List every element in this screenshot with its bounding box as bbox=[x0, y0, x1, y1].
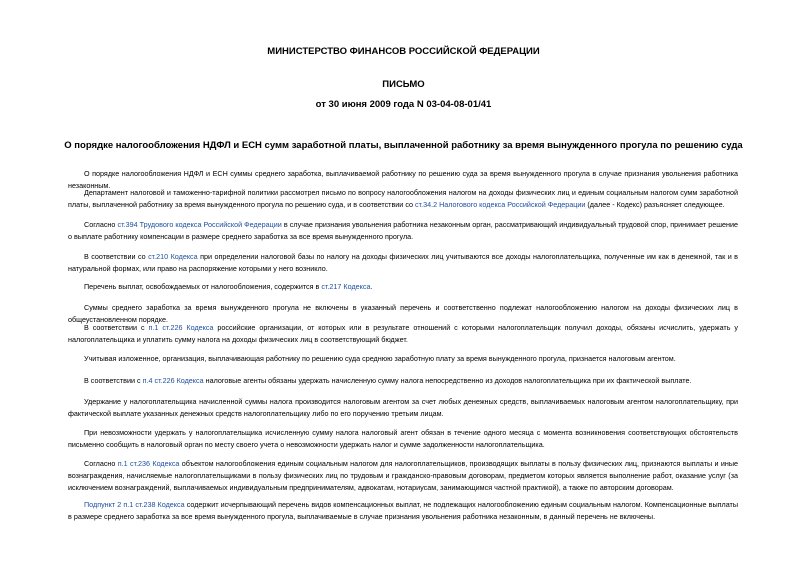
link-p4-st226[interactable]: п.4 ст.226 Кодекса bbox=[142, 376, 204, 385]
ministry-heading: МИНИСТЕРСТВО ФИНАНСОВ РОССИЙСКОЙ ФЕДЕРАЦИИ bbox=[267, 46, 540, 57]
paragraph-13: Подпункт 2 п.1 ст.238 Кодекса содержит исчерпывающий перечень видов компенсационных выплат, не подлежащих налогообложению единым социальным налогом. Компенсационные выплаты в размере среднего заработка за все время вынужденного прогула, выплачиваемые в случае признания увольнения работника незаконным, в данный перечень не включены. bbox=[68, 500, 738, 521]
paragraph-8: Учитывая изложенное, организация, выплачивающая работнику по решению суда среднюю заработную плату за время вынужденного прогула, признается налоговым агентом. bbox=[84, 354, 676, 363]
document-date-number: от 30 июня 2009 года N 03-04-08-01/41 bbox=[315, 99, 492, 110]
paragraph-4: В соответствии со ст.210 Кодекса при определении налоговой базы по налогу на доходы физических лиц учитываются все доходы налогоплательщика, полученные им как в денежной, так и в натуральной формах, или право на распоряжение которыми у него возникло. bbox=[68, 252, 739, 273]
document-title: О порядке налогообложения НДФЛ и ЕСН сумм заработной платы, выплаченной работнику за время вынужденного прогула по решению суда bbox=[64, 140, 743, 151]
link-nk-st34-2[interactable]: ст.34.2 Налогового кодекса Российской Федерации bbox=[415, 200, 586, 209]
link-st217[interactable]: ст.217 Кодекса bbox=[321, 282, 371, 291]
paragraph-6: Суммы среднего заработка за время вынужденного прогула не включены в указанный перечень и соответственно подлежат налогообложению налогом на доходы физических лиц в общеустановленном порядке. bbox=[68, 303, 738, 324]
paragraph-11: При невозможности удержать у налогоплательщика исчисленную сумму налога налоговый агент обязан в течение одного месяца с момента возникновения соответствующих обстоятельств письменно сообщить в налоговый орган по месту своего учета о невозможности удержать налог и сумме задолженности налогоплательщика. bbox=[68, 428, 738, 449]
link-st210[interactable]: ст.210 Кодекса bbox=[148, 252, 198, 261]
paragraph-2: Департамент налоговой и таможенно-тарифной политики рассмотрел письмо по вопросу налогообложения налогом на доходы физических лиц и единым социальным налогом сумм заработной платы, выплаченной работнику за время вынужденного прогула по решению суда, и в соответствии со ст.34.2 Налогового кодекса Российской Федерации (далее - Кодекс) разъясняет следующее. bbox=[68, 188, 738, 209]
paragraph-3: Согласно ст.394 Трудового кодекса Российской Федерации в случае признания увольнения работника незаконным орган, рассматривающий индивидуальный трудовой спор, принимает решение о выплате работнику компенсации в размере среднего заработка за все время вынужденного прогула. bbox=[68, 220, 738, 241]
paragraph-10: Удержание у налогоплательщика начисленной суммы налога производится налоговым агентом за счет любых денежных средств, выплачиваемых налоговым агентом налогоплательщику, при фактической выплате указанных денежных средств налогоплательщику либо по его поручению третьим лицам. bbox=[68, 397, 738, 418]
paragraph-1: О порядке налогообложения НДФЛ и ЕСН суммы среднего заработка, выплачиваемой работнику по решению суда за время вынужденного прогула в случае признания увольнения работника незаконным. bbox=[68, 169, 738, 190]
paragraph-5: Перечень выплат, освобождаемых от налогообложения, содержится в ст.217 Кодекса. bbox=[84, 282, 373, 291]
link-pp2-p1-st238[interactable]: Подпункт 2 п.1 ст.238 Кодекса bbox=[84, 500, 185, 509]
document-type: ПИСЬМО bbox=[382, 79, 425, 90]
link-p1-st236[interactable]: п.1 ст.236 Кодекса bbox=[117, 459, 180, 468]
link-p1-st226[interactable]: п.1 ст.226 Кодекса bbox=[148, 323, 214, 332]
paragraph-9: В соответствии с п.4 ст.226 Кодекса налоговые агенты обязаны удержать начисленную сумму налога непосредственно из доходов налогоплательщика при их фактической выплате. bbox=[84, 376, 692, 385]
link-tk-st394[interactable]: ст.394 Трудового кодекса Российской Федерации bbox=[117, 220, 282, 229]
paragraph-12: Согласно п.1 ст.236 Кодекса объектом налогообложения единым социальным налогом для налогоплательщиков, производящих выплаты в пользу физических лиц, признаются выплаты и иные вознаграждения, начисляемые налогоплательщиками в пользу физических лиц по трудовым и гражданско-правовым договорам, предметом которых является выполнение работ, оказание услуг (за исключением вознаграждений, выплачиваемых индивидуальным предпринимателям, адвокатам, нотариусам, занимающимся частной практикой), а также по авторским договорам. bbox=[68, 459, 738, 492]
paragraph-7: В соответствии с п.1 ст.226 Кодекса российские организации, от которых или в результате отношений с которыми налогоплательщик получил доходы, обязаны исчислить, удержать у налогоплательщика и уплатить сумму налога на доходы физических лиц в соответствующий бюджет. bbox=[68, 323, 738, 344]
